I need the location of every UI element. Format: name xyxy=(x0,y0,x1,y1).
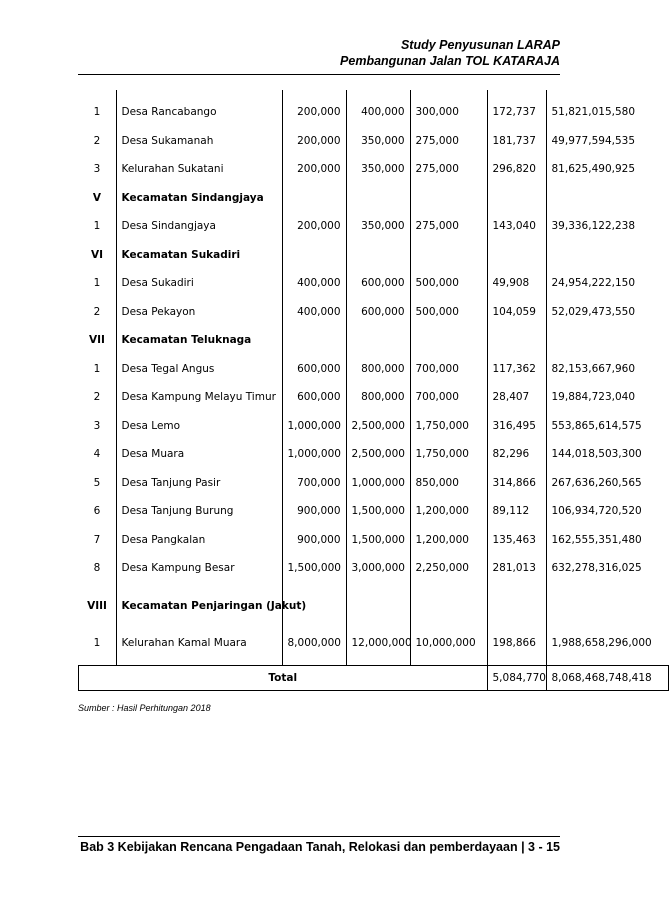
row-number: 5 xyxy=(79,469,117,498)
row-area: 135,463 xyxy=(487,526,546,555)
source-note: Sumber : Hasil Perhitungan 2018 xyxy=(78,703,211,713)
row-number: 1 xyxy=(79,355,117,384)
row-area: 117,362 xyxy=(487,355,546,384)
row-value-min: 8,000,000 xyxy=(282,629,346,658)
row-number: VIII xyxy=(79,583,117,629)
row-name: Desa Muara xyxy=(116,440,282,469)
total-value: 8,068,468,748,418 xyxy=(546,666,669,691)
row-value-min xyxy=(282,241,346,270)
row-value-avg: 275,000 xyxy=(410,212,487,241)
row-number: VI xyxy=(79,241,117,270)
row-number: 7 xyxy=(79,526,117,555)
row-value-avg: 850,000 xyxy=(410,469,487,498)
table-row xyxy=(79,412,669,441)
row-value-max: 2,500,000 xyxy=(346,412,410,441)
table-row xyxy=(79,269,669,298)
row-value-min: 200,000 xyxy=(282,127,346,156)
table-row xyxy=(79,90,669,127)
footer-rule xyxy=(78,836,560,837)
row-value-avg: 1,200,000 xyxy=(410,526,487,555)
spacer-cell xyxy=(79,657,117,666)
row-area: 89,112 xyxy=(487,497,546,526)
row-value-avg: 1,200,000 xyxy=(410,497,487,526)
row-value-max: 600,000 xyxy=(346,269,410,298)
row-value-min: 1,500,000 xyxy=(282,554,346,583)
row-value-max: 3,000,000 xyxy=(346,554,410,583)
row-value-max xyxy=(346,326,410,355)
row-value-min: 200,000 xyxy=(282,212,346,241)
row-value-avg xyxy=(410,326,487,355)
row-value-avg xyxy=(410,184,487,213)
row-value-max: 12,000,000 xyxy=(346,629,410,658)
row-number: 6 xyxy=(79,497,117,526)
table-total-row xyxy=(79,666,669,691)
row-value-avg: 700,000 xyxy=(410,383,487,412)
table-row xyxy=(79,355,669,384)
spacer-cell xyxy=(410,657,487,666)
row-name: Desa Kampung Besar xyxy=(116,554,282,583)
row-number: 3 xyxy=(79,155,117,184)
row-number: 2 xyxy=(79,127,117,156)
table-row xyxy=(79,497,669,526)
row-total: 267,636,260,565 xyxy=(551,476,642,489)
header-subtitle: Pembangunan Jalan TOL KATARAJA xyxy=(340,54,560,68)
row-name: Desa Sukadiri xyxy=(116,269,282,298)
row-value-avg: 500,000 xyxy=(410,298,487,327)
row-area: 49,908 xyxy=(487,269,546,298)
table-row-heading xyxy=(79,184,669,213)
row-area: 314,866 xyxy=(487,469,546,498)
table-row-heading xyxy=(79,241,669,270)
table-row xyxy=(79,440,669,469)
row-area: 296,820 xyxy=(487,155,546,184)
row-value-avg: 10,000,000 xyxy=(410,629,487,658)
row-total: 144,018,503,300 xyxy=(551,448,642,461)
table-row xyxy=(79,526,669,555)
table-row xyxy=(79,212,669,241)
row-value-max: 400,000 xyxy=(346,90,410,127)
row-area: 143,040 xyxy=(487,212,546,241)
row-total: 19,884,723,040 xyxy=(551,391,635,404)
row-total xyxy=(546,241,669,270)
row-value-min: 200,000 xyxy=(282,90,346,127)
row-name: Desa Lemo xyxy=(116,412,282,441)
row-name: Kecamatan Sukadiri xyxy=(116,241,282,270)
row-area xyxy=(487,241,546,270)
row-value-max: 350,000 xyxy=(346,212,410,241)
header-rule xyxy=(78,74,560,75)
row-name: Desa Tanjung Pasir xyxy=(116,469,282,498)
row-area: 316,495 xyxy=(487,412,546,441)
row-value-avg: 275,000 xyxy=(410,127,487,156)
row-value-max: 2,500,000 xyxy=(346,440,410,469)
table-row xyxy=(79,127,669,156)
row-value-avg: 275,000 xyxy=(410,155,487,184)
row-total: 162,555,351,480 xyxy=(551,533,642,546)
row-number: 4 xyxy=(79,440,117,469)
row-area: 82,296 xyxy=(487,440,546,469)
row-value-max xyxy=(346,241,410,270)
row-name: Kelurahan Kamal Muara xyxy=(116,629,282,658)
spacer-cell xyxy=(546,657,669,666)
row-name: Desa Tegal Angus xyxy=(116,355,282,384)
row-total: 51,821,015,580 xyxy=(551,106,635,119)
page-header xyxy=(340,37,560,69)
row-value-avg: 1,750,000 xyxy=(410,412,487,441)
table-body xyxy=(79,90,669,691)
row-value-max: 800,000 xyxy=(346,355,410,384)
row-number: VII xyxy=(79,326,117,355)
land-value-table xyxy=(78,90,669,691)
row-value-min: 400,000 xyxy=(282,269,346,298)
table-row xyxy=(79,469,669,498)
row-total: 52,029,473,550 xyxy=(551,305,635,318)
row-area xyxy=(487,184,546,213)
row-name: Kecamatan Sindangjaya xyxy=(116,184,282,213)
row-value-max xyxy=(346,583,410,629)
row-value-min: 1,000,000 xyxy=(282,440,346,469)
row-value-avg: 500,000 xyxy=(410,269,487,298)
row-value-min xyxy=(282,326,346,355)
table-row xyxy=(79,554,669,583)
row-name: Kelurahan Sukatani xyxy=(116,155,282,184)
row-value-min xyxy=(282,184,346,213)
row-area: 172,737 xyxy=(487,90,546,127)
row-number: V xyxy=(79,184,117,213)
row-value-min: 600,000 xyxy=(282,383,346,412)
row-total: 49,977,594,535 xyxy=(551,134,635,147)
row-total xyxy=(546,326,669,355)
total-label: Total xyxy=(79,666,488,691)
row-value-max: 1,000,000 xyxy=(346,469,410,498)
row-area: 198,866 xyxy=(487,629,546,658)
row-total xyxy=(546,583,669,629)
row-total: 24,954,222,150 xyxy=(551,277,635,290)
row-number: 1 xyxy=(79,212,117,241)
row-area: 104,059 xyxy=(487,298,546,327)
row-total: 39,336,122,238 xyxy=(551,220,635,233)
spacer-cell xyxy=(487,657,546,666)
row-total: 1,988,658,296,000 xyxy=(551,636,652,649)
row-value-avg xyxy=(410,241,487,270)
row-value-max: 800,000 xyxy=(346,383,410,412)
row-area xyxy=(487,326,546,355)
row-name: Desa Sukamanah xyxy=(116,127,282,156)
row-name: Desa Sindangjaya xyxy=(116,212,282,241)
table-row xyxy=(79,629,669,658)
row-total: 81,625,490,925 xyxy=(551,163,635,176)
row-number: 1 xyxy=(79,629,117,658)
row-value-min: 700,000 xyxy=(282,469,346,498)
row-number: 1 xyxy=(79,90,117,127)
row-value-min: 900,000 xyxy=(282,526,346,555)
row-value-min: 200,000 xyxy=(282,155,346,184)
row-area: 281,013 xyxy=(487,554,546,583)
row-value-min: 400,000 xyxy=(282,298,346,327)
row-total xyxy=(546,184,669,213)
row-name: Desa Pangkalan xyxy=(116,526,282,555)
row-name: Desa Tanjung Burung xyxy=(116,497,282,526)
row-value-max xyxy=(346,184,410,213)
row-value-max: 350,000 xyxy=(346,155,410,184)
row-value-max: 1,500,000 xyxy=(346,526,410,555)
row-total: 106,934,720,520 xyxy=(551,505,642,518)
row-value-min: 1,000,000 xyxy=(282,412,346,441)
table-spacer-row xyxy=(79,657,669,666)
table-row-heading xyxy=(79,326,669,355)
row-name: Kecamatan Penjaringan (Jakut) xyxy=(116,583,282,629)
spacer-cell xyxy=(346,657,410,666)
page-footer: Bab 3 Kebijakan Rencana Pengadaan Tanah, Relokasi dan pemberdayaan | 3 - 15 xyxy=(80,840,560,854)
row-number: 8 xyxy=(79,554,117,583)
row-area: 28,407 xyxy=(487,383,546,412)
row-value-min: 900,000 xyxy=(282,497,346,526)
table-row xyxy=(79,155,669,184)
row-name: Desa Rancabango xyxy=(116,90,282,127)
spacer-cell xyxy=(282,657,346,666)
row-number: 1 xyxy=(79,269,117,298)
row-value-max: 350,000 xyxy=(346,127,410,156)
row-value-avg: 1,750,000 xyxy=(410,440,487,469)
row-value-min: 600,000 xyxy=(282,355,346,384)
row-total: 632,278,316,025 xyxy=(551,562,642,575)
spacer-cell xyxy=(116,657,282,666)
row-total: 82,153,667,960 xyxy=(551,362,635,375)
table-row xyxy=(79,298,669,327)
row-name: Kecamatan Teluknaga xyxy=(116,326,282,355)
table-row xyxy=(79,383,669,412)
row-value-avg: 700,000 xyxy=(410,355,487,384)
row-number: 3 xyxy=(79,412,117,441)
header-title: Study Penyusunan LARAP xyxy=(400,38,560,52)
row-value-max: 1,500,000 xyxy=(346,497,410,526)
row-area: 181,737 xyxy=(487,127,546,156)
row-name: Desa Pekayon xyxy=(116,298,282,327)
row-number: 2 xyxy=(79,383,117,412)
row-value-avg xyxy=(410,583,487,629)
row-area xyxy=(487,583,546,629)
row-value-max: 600,000 xyxy=(346,298,410,327)
row-total: 553,865,614,575 xyxy=(551,419,642,432)
row-value-avg: 2,250,000 xyxy=(410,554,487,583)
total-area: 5,084,770 xyxy=(487,666,546,691)
row-name: Desa Kampung Melayu Timur xyxy=(116,383,282,412)
table-row-heading xyxy=(79,583,669,629)
row-value-avg: 300,000 xyxy=(410,90,487,127)
row-number: 2 xyxy=(79,298,117,327)
